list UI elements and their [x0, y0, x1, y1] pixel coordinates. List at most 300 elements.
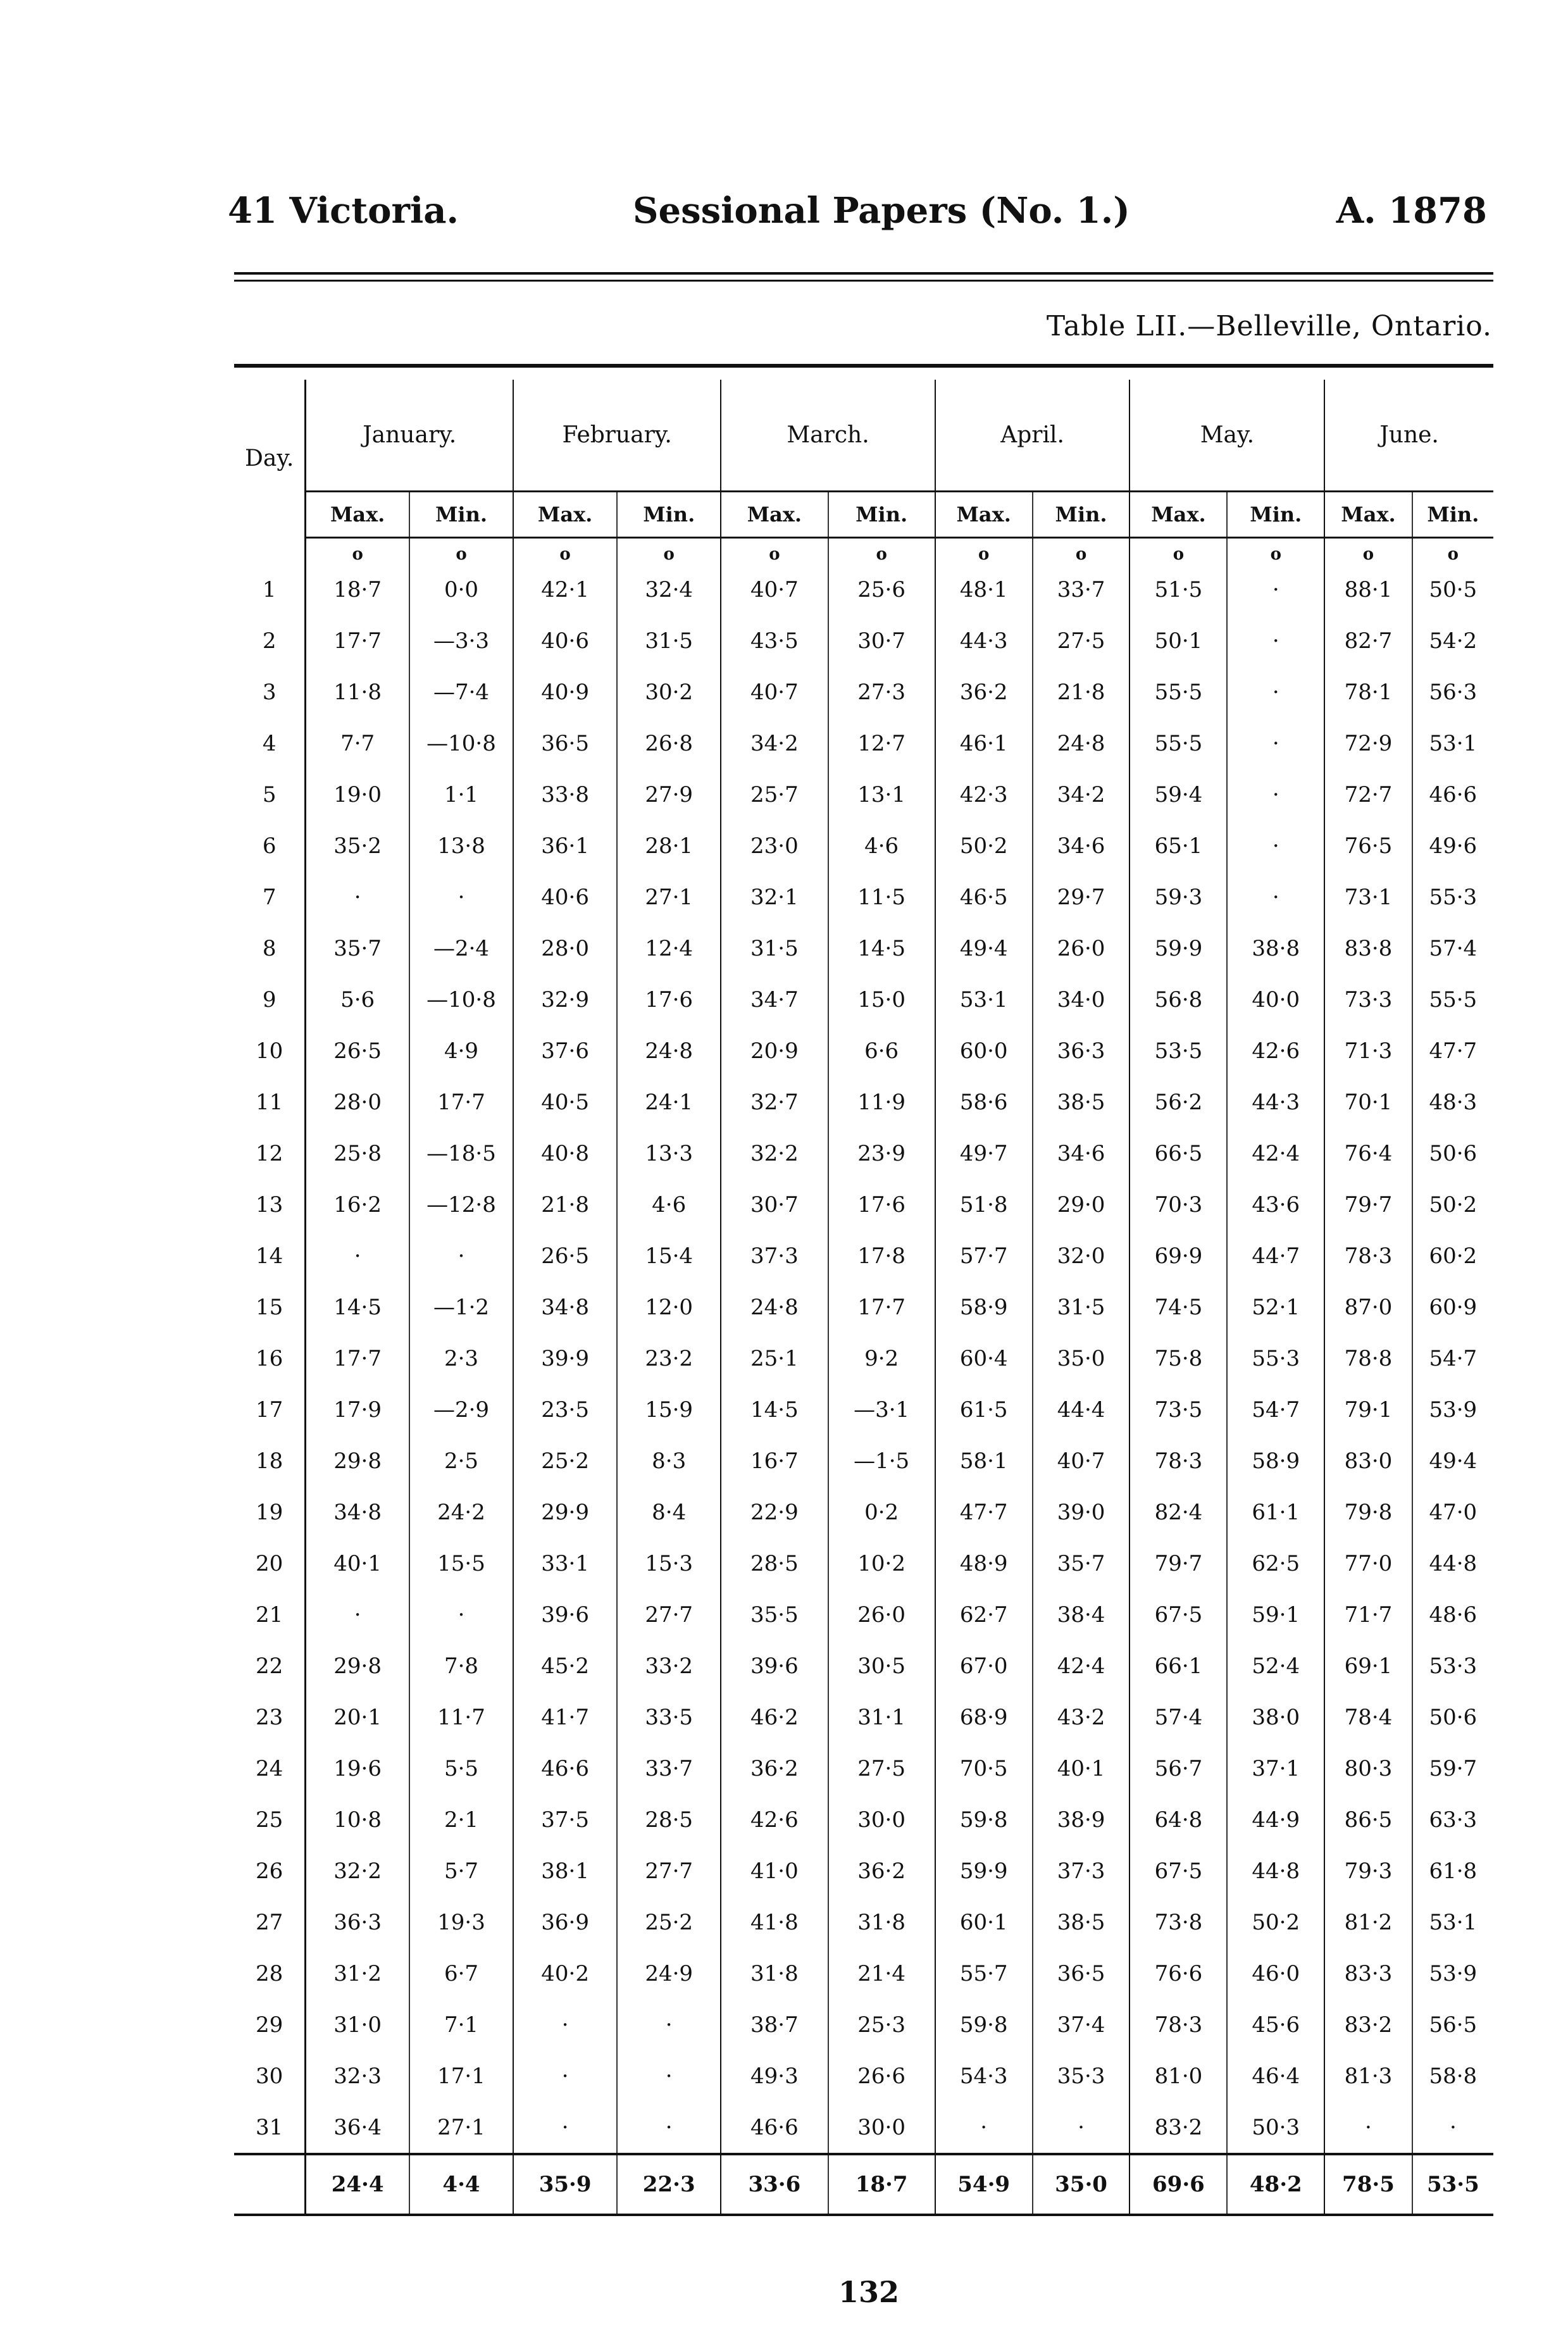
table-row [234, 820, 1493, 871]
degree-mark: o [617, 538, 721, 564]
march-max-cell: 34·2 [721, 718, 828, 769]
june-max-cell: 71·3 [1324, 1025, 1412, 1076]
january-min-cell: · [409, 871, 513, 923]
june-max-cell: 78·3 [1324, 1230, 1412, 1281]
may-min-cell: · [1227, 769, 1324, 820]
june-max-cell: 77·0 [1324, 1538, 1412, 1589]
march-min-cell: 21·4 [828, 1948, 935, 1999]
day-number: 6 [234, 820, 306, 871]
table-row [234, 1179, 1493, 1230]
table-row [234, 974, 1493, 1025]
february-max-cell: 36·1 [513, 820, 617, 871]
june-max-cell: 72·9 [1324, 718, 1412, 769]
january-max-cell: 17·9 [306, 1384, 409, 1435]
table-row [234, 1691, 1493, 1743]
day-number: 8 [234, 923, 306, 974]
table-row [234, 923, 1493, 974]
june-min-cell: 50·2 [1412, 1179, 1493, 1230]
march-max-cell: 25·1 [721, 1333, 828, 1384]
may-max-average: 69·6 [1129, 2154, 1227, 2215]
april-max-cell: 61·5 [935, 1384, 1033, 1435]
april-max-cell: 46·1 [935, 718, 1033, 769]
header-right: A. 1878 [1336, 190, 1487, 232]
march-max-cell: 41·0 [721, 1845, 828, 1897]
january-max-cell: 25·8 [306, 1128, 409, 1179]
january-min-cell: 17·1 [409, 2050, 513, 2102]
january-min-cell: 24·2 [409, 1486, 513, 1538]
april-min-cell: 29·7 [1033, 871, 1130, 923]
march-max-average: 33·6 [721, 2154, 828, 2215]
march-max-cell: 16·7 [721, 1435, 828, 1486]
march-min-cell: 0·2 [828, 1486, 935, 1538]
february-min-cell: 24·8 [617, 1025, 721, 1076]
may-min-cell: 61·1 [1227, 1486, 1324, 1538]
april-min-cell: 38·9 [1033, 1794, 1130, 1845]
may-max-cell: 75·8 [1129, 1333, 1227, 1384]
month-header-january: January. [306, 380, 513, 492]
june-max-cell: 78·8 [1324, 1333, 1412, 1384]
january-max-cell: · [306, 1589, 409, 1640]
day-number: 24 [234, 1743, 306, 1794]
day-number: 26 [234, 1845, 306, 1897]
february-min-cell: 26·8 [617, 718, 721, 769]
june-max-cell: 72·7 [1324, 769, 1412, 820]
february-max-cell: 21·8 [513, 1179, 617, 1230]
may-min-cell: 50·2 [1227, 1897, 1324, 1948]
january-min-cell: —7·4 [409, 666, 513, 718]
january-min-cell: —10·8 [409, 718, 513, 769]
june-max-cell: · [1324, 2102, 1412, 2154]
march-min-cell: 25·6 [828, 564, 935, 615]
april-min-cell: 35·7 [1033, 1538, 1130, 1589]
march-min-cell: 25·3 [828, 1999, 935, 2050]
february-max-cell: 32·9 [513, 974, 617, 1025]
february-min-cell: 25·2 [617, 1897, 721, 1948]
month-header-may: May. [1129, 380, 1324, 492]
april-max-cell: 49·7 [935, 1128, 1033, 1179]
march-max-cell: 46·6 [721, 2102, 828, 2154]
february-max-cell: 37·5 [513, 1794, 617, 1845]
june-max-cell: 83·3 [1324, 1948, 1412, 1999]
may-max-cell: 74·5 [1129, 1281, 1227, 1333]
march-min-cell: 30·0 [828, 1794, 935, 1845]
may-min-cell: 44·8 [1227, 1845, 1324, 1897]
may-min-cell: · [1227, 871, 1324, 923]
april-min-header: Min. [1033, 492, 1130, 538]
march-max-cell: 23·0 [721, 820, 828, 871]
february-max-header: Max. [513, 492, 617, 538]
january-max-cell: 17·7 [306, 1333, 409, 1384]
january-min-cell: 2·3 [409, 1333, 513, 1384]
february-max-cell: · [513, 1999, 617, 2050]
february-max-cell: 34·8 [513, 1281, 617, 1333]
february-min-cell: 15·3 [617, 1538, 721, 1589]
april-min-cell: 34·6 [1033, 820, 1130, 871]
march-max-cell: 36·2 [721, 1743, 828, 1794]
june-min-cell: 59·7 [1412, 1743, 1493, 1794]
february-max-cell: 40·9 [513, 666, 617, 718]
may-max-cell: 79·7 [1129, 1538, 1227, 1589]
april-min-cell: 36·5 [1033, 1948, 1130, 1999]
april-min-cell: 35·0 [1033, 1333, 1130, 1384]
february-max-cell: 42·1 [513, 564, 617, 615]
may-min-cell: 52·1 [1227, 1281, 1324, 1333]
march-max-cell: 32·2 [721, 1128, 828, 1179]
february-min-cell: 12·4 [617, 923, 721, 974]
table-row [234, 1640, 1493, 1691]
april-max-cell: 67·0 [935, 1640, 1033, 1691]
day-number: 5 [234, 769, 306, 820]
february-max-cell: 41·7 [513, 1691, 617, 1743]
may-min-cell: 38·8 [1227, 923, 1324, 974]
june-min-cell: 53·1 [1412, 718, 1493, 769]
may-max-cell: 78·3 [1129, 1435, 1227, 1486]
march-max-cell: 24·8 [721, 1281, 828, 1333]
march-max-cell: 41·8 [721, 1897, 828, 1948]
february-max-cell: 33·8 [513, 769, 617, 820]
day-number: 20 [234, 1538, 306, 1589]
march-max-cell: 42·6 [721, 1794, 828, 1845]
may-min-cell: 52·4 [1227, 1640, 1324, 1691]
june-max-cell: 73·1 [1324, 871, 1412, 923]
june-max-cell: 69·1 [1324, 1640, 1412, 1691]
header-center: Sessional Papers (No. 1.) [633, 190, 1130, 232]
february-max-cell: 26·5 [513, 1230, 617, 1281]
april-max-cell: 36·2 [935, 666, 1033, 718]
february-min-cell: 23·2 [617, 1333, 721, 1384]
january-max-cell: 10·8 [306, 1794, 409, 1845]
january-min-cell: 15·5 [409, 1538, 513, 1589]
table-row [234, 1794, 1493, 1845]
january-min-cell: 1·1 [409, 769, 513, 820]
table-row [234, 1589, 1493, 1640]
march-max-cell: 40·7 [721, 564, 828, 615]
june-min-cell: 49·4 [1412, 1435, 1493, 1486]
february-max-cell: 36·9 [513, 1897, 617, 1948]
june-min-cell: 60·2 [1412, 1230, 1493, 1281]
february-min-cell: 33·5 [617, 1691, 721, 1743]
june-max-cell: 80·3 [1324, 1743, 1412, 1794]
table-row [234, 769, 1493, 820]
may-max-cell: 66·5 [1129, 1128, 1227, 1179]
march-max-cell: 22·9 [721, 1486, 828, 1538]
june-min-average: 53·5 [1412, 2154, 1493, 2215]
february-min-cell: 17·6 [617, 974, 721, 1025]
april-min-average: 35·0 [1033, 2154, 1130, 2215]
february-max-cell: · [513, 2102, 617, 2154]
january-min-cell: 5·7 [409, 1845, 513, 1897]
april-max-average: 54·9 [935, 2154, 1033, 2215]
march-min-cell: 27·3 [828, 666, 935, 718]
april-max-cell: 48·1 [935, 564, 1033, 615]
january-max-cell: 31·2 [306, 1948, 409, 1999]
march-min-cell: —1·5 [828, 1435, 935, 1486]
march-max-cell: 49·3 [721, 2050, 828, 2102]
june-max-cell: 81·2 [1324, 1897, 1412, 1948]
april-max-cell: 44·3 [935, 615, 1033, 666]
february-max-average: 35·9 [513, 2154, 617, 2215]
june-max-cell: 79·1 [1324, 1384, 1412, 1435]
degree-mark: o [409, 538, 513, 564]
table-row [234, 1538, 1493, 1589]
may-max-cell: 56·2 [1129, 1076, 1227, 1128]
march-min-cell: 11·9 [828, 1076, 935, 1128]
march-max-cell: 43·5 [721, 615, 828, 666]
june-min-cell: 56·5 [1412, 1999, 1493, 2050]
june-min-cell: 55·5 [1412, 974, 1493, 1025]
degree-mark: o [721, 538, 828, 564]
may-min-average: 48·2 [1227, 2154, 1324, 2215]
table-row [234, 615, 1493, 666]
january-max-cell: 19·0 [306, 769, 409, 820]
table-row [234, 1845, 1493, 1897]
march-max-cell: 25·7 [721, 769, 828, 820]
february-max-cell: 23·5 [513, 1384, 617, 1435]
june-max-cell: 79·7 [1324, 1179, 1412, 1230]
january-min-cell: 4·9 [409, 1025, 513, 1076]
february-min-cell: 15·4 [617, 1230, 721, 1281]
table-row [234, 2102, 1493, 2154]
march-min-cell: 17·6 [828, 1179, 935, 1230]
april-min-cell: 32·0 [1033, 1230, 1130, 1281]
february-max-cell: 45·2 [513, 1640, 617, 1691]
may-min-cell: 37·1 [1227, 1743, 1324, 1794]
table-title: Table LII.—Belleville, Ontario. [1046, 310, 1492, 342]
april-min-cell: 39·0 [1033, 1486, 1130, 1538]
day-number: 19 [234, 1486, 306, 1538]
january-min-cell: 6·7 [409, 1948, 513, 1999]
march-max-cell: 32·1 [721, 871, 828, 923]
table-row [234, 1333, 1493, 1384]
june-max-average: 78·5 [1324, 2154, 1412, 2215]
may-max-cell: 64·8 [1129, 1794, 1227, 1845]
may-min-cell: · [1227, 820, 1324, 871]
table-row [234, 1384, 1493, 1435]
april-min-cell: 29·0 [1033, 1179, 1130, 1230]
february-max-cell: 40·6 [513, 615, 617, 666]
april-max-cell: · [935, 2102, 1033, 2154]
april-max-cell: 68·9 [935, 1691, 1033, 1743]
april-max-cell: 50·2 [935, 820, 1033, 871]
june-min-cell: 60·9 [1412, 1281, 1493, 1333]
may-max-cell: 81·0 [1129, 2050, 1227, 2102]
january-min-cell: 0·0 [409, 564, 513, 615]
february-max-cell: 28·0 [513, 923, 617, 974]
january-max-cell: 34·8 [306, 1486, 409, 1538]
degree-mark: o [1129, 538, 1227, 564]
january-min-average: 4·4 [409, 2154, 513, 2215]
march-min-cell: 27·5 [828, 1743, 935, 1794]
day-number: 30 [234, 2050, 306, 2102]
june-min-cell: 44·8 [1412, 1538, 1493, 1589]
june-min-cell: 53·3 [1412, 1640, 1493, 1691]
april-min-cell: 26·0 [1033, 923, 1130, 974]
april-min-cell: 35·3 [1033, 2050, 1130, 2102]
may-min-cell: 44·9 [1227, 1794, 1324, 1845]
day-number: 14 [234, 1230, 306, 1281]
may-max-cell: 56·7 [1129, 1743, 1227, 1794]
february-max-cell: 39·9 [513, 1333, 617, 1384]
april-max-cell: 60·1 [935, 1897, 1033, 1948]
february-max-cell: 40·2 [513, 1948, 617, 1999]
january-max-cell: 5·6 [306, 974, 409, 1025]
june-min-cell: 56·3 [1412, 666, 1493, 718]
table-row [234, 1486, 1493, 1538]
june-min-cell: 47·7 [1412, 1025, 1493, 1076]
may-max-cell: 53·5 [1129, 1025, 1227, 1076]
february-min-cell: 33·2 [617, 1640, 721, 1691]
may-max-cell: 59·4 [1129, 769, 1227, 820]
january-min-cell: 17·7 [409, 1076, 513, 1128]
april-max-cell: 59·8 [935, 1999, 1033, 2050]
may-max-cell: 67·5 [1129, 1589, 1227, 1640]
may-max-header: Max. [1129, 492, 1227, 538]
march-min-cell: 23·9 [828, 1128, 935, 1179]
february-min-cell: 27·9 [617, 769, 721, 820]
april-max-cell: 46·5 [935, 871, 1033, 923]
june-min-cell: 54·2 [1412, 615, 1493, 666]
march-max-cell: 30·7 [721, 1179, 828, 1230]
march-min-cell: 30·0 [828, 2102, 935, 2154]
january-max-cell: 18·7 [306, 564, 409, 615]
february-min-average: 22·3 [617, 2154, 721, 2215]
february-min-cell: · [617, 2050, 721, 2102]
april-max-cell: 58·6 [935, 1076, 1033, 1128]
may-min-cell: 46·4 [1227, 2050, 1324, 2102]
june-max-cell: 71·7 [1324, 1589, 1412, 1640]
january-min-cell: —12·8 [409, 1179, 513, 1230]
degree-mark: o [935, 538, 1033, 564]
april-min-cell: · [1033, 2102, 1130, 2154]
february-min-cell: 30·2 [617, 666, 721, 718]
february-min-cell: 32·4 [617, 564, 721, 615]
table-row [234, 871, 1493, 923]
february-min-cell: 8·3 [617, 1435, 721, 1486]
may-min-cell: 44·3 [1227, 1076, 1324, 1128]
may-min-cell: 40·0 [1227, 974, 1324, 1025]
january-max-cell: 32·3 [306, 2050, 409, 2102]
april-max-cell: 42·3 [935, 769, 1033, 820]
january-max-cell: 36·4 [306, 2102, 409, 2154]
may-min-cell: · [1227, 564, 1324, 615]
april-max-cell: 55·7 [935, 1948, 1033, 1999]
april-min-cell: 34·2 [1033, 769, 1130, 820]
may-max-cell: 82·4 [1129, 1486, 1227, 1538]
february-max-cell: 40·8 [513, 1128, 617, 1179]
april-max-cell: 51·8 [935, 1179, 1033, 1230]
average-row-spacer [234, 2154, 306, 2215]
march-max-cell: 35·5 [721, 1589, 828, 1640]
january-min-header: Min. [409, 492, 513, 538]
february-max-cell: 36·5 [513, 718, 617, 769]
june-min-cell: 54·7 [1412, 1333, 1493, 1384]
day-number: 11 [234, 1076, 306, 1128]
table-row [234, 1076, 1493, 1128]
april-max-cell: 60·0 [935, 1025, 1033, 1076]
january-max-cell: · [306, 1230, 409, 1281]
june-min-cell: 46·6 [1412, 769, 1493, 820]
day-number: 4 [234, 718, 306, 769]
june-max-cell: 83·2 [1324, 1999, 1412, 2050]
april-min-cell: 44·4 [1033, 1384, 1130, 1435]
february-min-cell: 15·9 [617, 1384, 721, 1435]
january-min-cell: 7·1 [409, 1999, 513, 2050]
february-min-cell: 8·4 [617, 1486, 721, 1538]
march-max-cell: 37·3 [721, 1230, 828, 1281]
march-min-cell: 9·2 [828, 1333, 935, 1384]
january-max-cell: 11·8 [306, 666, 409, 718]
day-number: 9 [234, 974, 306, 1025]
january-max-cell: 35·7 [306, 923, 409, 974]
january-min-cell: 13·8 [409, 820, 513, 871]
january-max-cell: 19·6 [306, 1743, 409, 1794]
may-min-cell: 42·6 [1227, 1025, 1324, 1076]
temperature-table [234, 380, 1493, 2216]
day-number: 3 [234, 666, 306, 718]
may-max-cell: 67·5 [1129, 1845, 1227, 1897]
april-max-cell: 54·3 [935, 2050, 1033, 2102]
june-min-cell: 58·8 [1412, 2050, 1493, 2102]
june-min-cell: 57·4 [1412, 923, 1493, 974]
june-max-cell: 79·3 [1324, 1845, 1412, 1897]
january-min-cell: 2·1 [409, 1794, 513, 1845]
march-max-cell: 31·8 [721, 1948, 828, 1999]
june-max-cell: 78·4 [1324, 1691, 1412, 1743]
january-max-cell: 29·8 [306, 1640, 409, 1691]
january-min-cell: —2·4 [409, 923, 513, 974]
day-number: 25 [234, 1794, 306, 1845]
march-min-cell: 11·5 [828, 871, 935, 923]
march-min-cell: 36·2 [828, 1845, 935, 1897]
table-row [234, 1281, 1493, 1333]
may-min-cell: 54·7 [1227, 1384, 1324, 1435]
june-max-cell: 76·4 [1324, 1128, 1412, 1179]
january-min-cell: 19·3 [409, 1897, 513, 1948]
february-min-cell: 27·7 [617, 1589, 721, 1640]
header-left: 41 Victoria. [228, 190, 459, 232]
march-min-cell: 26·6 [828, 2050, 935, 2102]
june-min-cell: 53·9 [1412, 1384, 1493, 1435]
may-max-cell: 65·1 [1129, 820, 1227, 871]
day-number: 13 [234, 1179, 306, 1230]
month-header-february: February. [513, 380, 721, 492]
january-max-cell: 32·2 [306, 1845, 409, 1897]
january-min-cell: · [409, 1589, 513, 1640]
january-min-cell: 11·7 [409, 1691, 513, 1743]
january-min-cell: 7·8 [409, 1640, 513, 1691]
march-max-cell: 40·7 [721, 666, 828, 718]
table-row [234, 1897, 1493, 1948]
april-max-cell: 47·7 [935, 1486, 1033, 1538]
june-max-cell: 81·3 [1324, 2050, 1412, 2102]
day-number: 7 [234, 871, 306, 923]
may-max-cell: 73·8 [1129, 1897, 1227, 1948]
day-number: 15 [234, 1281, 306, 1333]
degree-mark: o [1412, 538, 1493, 564]
april-min-cell: 33·7 [1033, 564, 1130, 615]
june-max-cell: 86·5 [1324, 1794, 1412, 1845]
february-max-cell: 39·6 [513, 1589, 617, 1640]
january-max-cell: 29·8 [306, 1435, 409, 1486]
january-max-cell: 14·5 [306, 1281, 409, 1333]
february-min-cell: 33·7 [617, 1743, 721, 1794]
april-min-cell: 37·4 [1033, 1999, 1130, 2050]
day-number: 17 [234, 1384, 306, 1435]
january-max-cell: 16·2 [306, 1179, 409, 1230]
degree-mark: o [1033, 538, 1130, 564]
april-max-cell: 48·9 [935, 1538, 1033, 1589]
january-min-cell: —2·9 [409, 1384, 513, 1435]
